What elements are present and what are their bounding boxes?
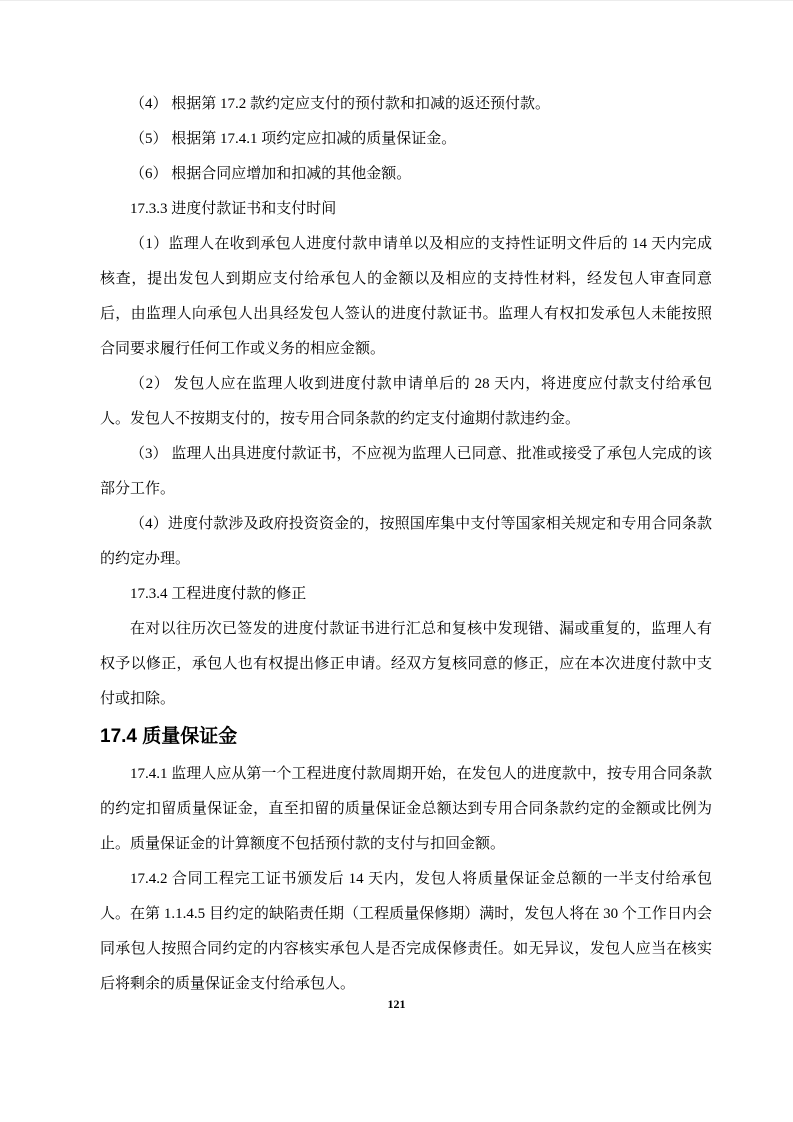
sub-heading-17-3-3: 17.3.3 进度付款证书和支付时间	[130, 201, 337, 217]
page-number: 121	[387, 997, 406, 1011]
sub-heading-17-3-4: 17.3.4 工程进度付款的修正	[130, 586, 307, 602]
list-item-6: （6） 根据合同应增加和扣减的其他金额。	[130, 166, 412, 182]
section-heading-17-4: 17.4 质量保证金	[100, 726, 238, 747]
paragraph-17-3-3-item-1: （1）监理人在收到承包人进度付款申请单以及相应的支持性证明文件后的 14 天内完成核查，提出发包人到期应支付给承包人的金额以及相应的支持性材料，经发包人审查同意后，由监理人向承包人出具经发包人签认的进度付款证书。监理人有权扣发承包人未能按照合同要求履行任何工作或义务的相应金额。	[100, 236, 712, 357]
paragraph-17-3-3-item-4: （4）进度付款涉及政府投资资金的，按照国库集中支付等国家相关规定和专用合同条款的约定办理。	[100, 516, 712, 567]
paragraph-17-3-3-item-3: （3） 监理人出具进度付款证书，不应视为监理人已同意、批准或接受了承包人完成的该部分工作。	[100, 446, 712, 497]
list-item-4: （4） 根据第 17.2 款约定应支付的预付款和扣减的返还预付款。	[130, 96, 551, 112]
paragraph-17-4-1: 17.4.1 监理人应从第一个工程进度付款周期开始，在发包人的进度款中，按专用合同条款的约定扣留质量保证金，直至扣留的质量保证金总额达到专用合同条款约定的金额或比例为止。质量保证金的计算额度不包括预付款的支付与扣回金额。	[100, 766, 712, 852]
paragraph-17-3-4-body: 在对以往历次已签发的进度付款证书进行汇总和复核中发现错、漏或重复的，监理人有权予以修正，承包人也有权提出修正申请。经双方复核同意的修正，应在本次进度付款中支付或扣除。	[100, 621, 712, 707]
document-body	[100, 87, 712, 1002]
paragraph-17-3-3-item-2: （2） 发包人应在监理人收到进度付款申请单后的 28 天内，将进度应付款支付给承包人。发包人不按期支付的，按专用合同条款的约定支付逾期付款违约金。	[100, 376, 712, 427]
list-item-5: （5） 根据第 17.4.1 项约定应扣减的质量保证金。	[130, 131, 457, 147]
paragraph-17-4-2: 17.4.2 合同工程完工证书颁发后 14 天内，发包人将质量保证金总额的一半支付给承包人。在第 1.1.4.5 目约定的缺陷责任期（工程质量保修期）满时，发包人将在 30 个工作日内会同承包人按照合同约定的内容核实承包人是否完成保修责任。如无异议，发包人应当在核实后将剩余的质量保证金支付给承包人。	[100, 871, 712, 992]
